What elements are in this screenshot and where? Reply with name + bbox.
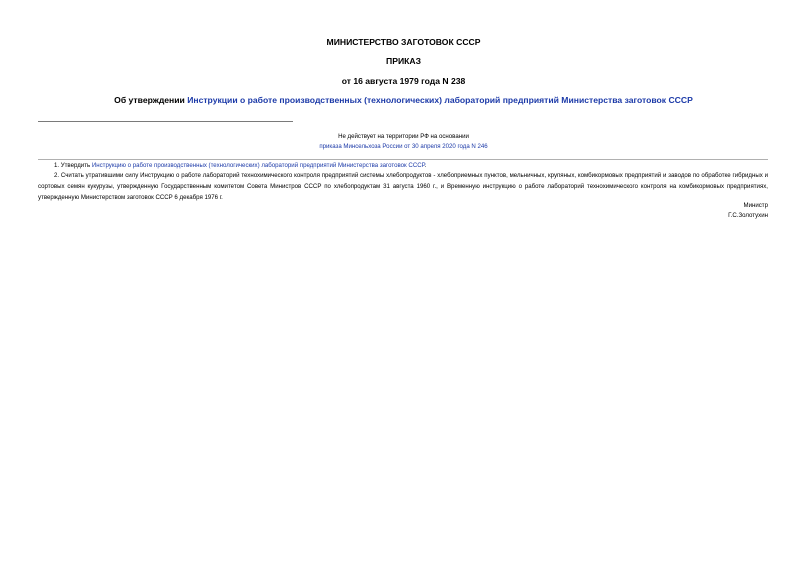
signatory-title: Министр (743, 202, 768, 209)
paragraph-1-suffix: . (424, 162, 427, 169)
order-subject (0, 95, 807, 106)
signatory-name: Г.С.Золотухин (728, 212, 768, 219)
instruction-link[interactable]: Инструкцию о работе производственных (технологических) лабораторий предприятий Министерства заготовок СССР (91, 162, 425, 169)
order-date-number: от 16 августа 1979 года N 238 (341, 76, 466, 86)
validity-note: Не действует на территории РФ на основании (338, 133, 469, 140)
subject-prefix: Об утверждении (114, 95, 188, 105)
separator-top (38, 121, 293, 122)
paragraph-2: 2. Считать утратившими силу Инструкцию о работе лабораторий технохимического контроля предприятий системы хлебопродуктов - хлебоприемных пунктов, мельничных, крупяных, комбикормовых предприятий и заводов по обработке гибридных и сортовых семян кукурузы, утвержденную Государственным комитетом Совета Министров СССР по хлебопродуктам 31 августа 1960 г., и Временную инструкцию о работе лабораторий технохимического контроля на комбикормовых предприятиях, утвержденную Министерством заготовок СССР 6 декабря 1976 г. (38, 172, 768, 201)
document-type: ПРИКАЗ (386, 56, 421, 66)
paragraph-1-prefix: 1. Утвердить (54, 162, 92, 169)
ministry-heading: МИНИСТЕРСТВО ЗАГОТОВОК СССР (326, 37, 481, 47)
repeal-order-link[interactable]: приказа Минсельхоза России от 30 апреля 2020 года N 246 (319, 143, 488, 150)
validity-note-link-line (0, 143, 807, 151)
instruction-title-link[interactable]: Инструкции о работе производственных (технологических) лабораторий предприятий Министерства заготовок СССР (187, 95, 693, 105)
